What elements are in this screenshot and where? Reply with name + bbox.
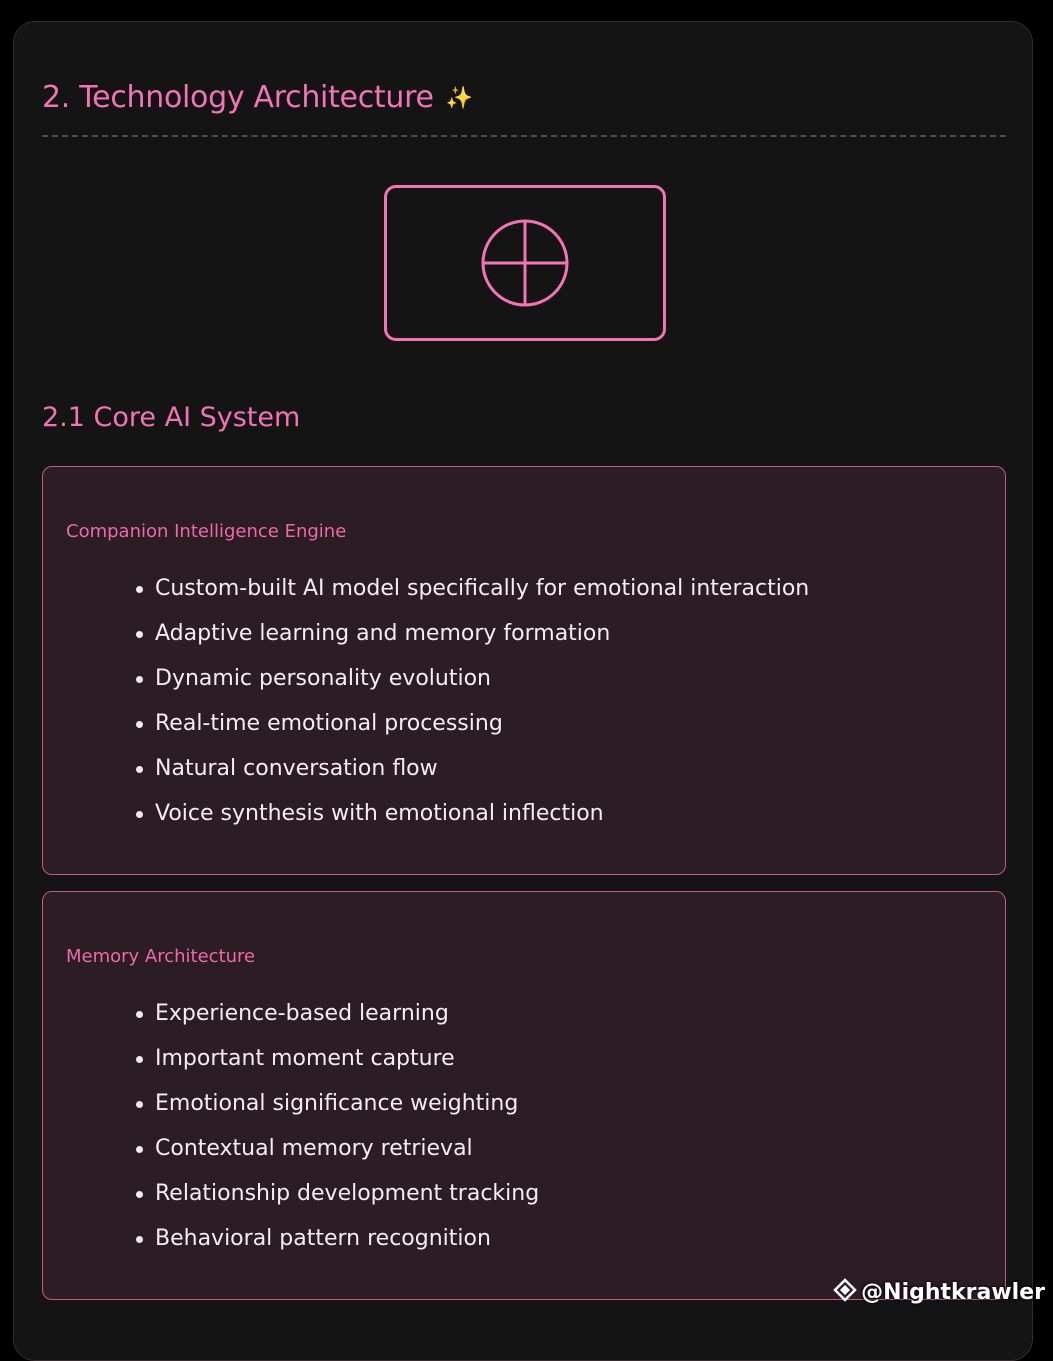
list-item: Experience-based learning <box>131 996 539 1041</box>
feature-list <box>131 571 809 841</box>
card-title: Companion Intelligence Engine <box>66 521 346 542</box>
feature-list <box>131 996 539 1266</box>
watermark <box>833 1278 1045 1308</box>
feature-card-companion-engine <box>42 466 1006 875</box>
card-title: Memory Architecture <box>66 946 255 967</box>
list-item: Behavioral pattern recognition <box>131 1221 539 1266</box>
crosshair-circle-icon <box>481 219 569 307</box>
list-item: Real-time emotional processing <box>131 706 809 751</box>
hero-image-frame <box>384 185 666 341</box>
section-title-text: 2. Technology Architecture <box>42 80 434 115</box>
subsection-title: 2.1 Core AI System <box>42 402 300 433</box>
list-item: Adaptive learning and memory formation <box>131 616 809 661</box>
page-card <box>13 21 1033 1361</box>
list-item: Natural conversation flow <box>131 751 809 796</box>
list-item: Voice synthesis with emotional inflection <box>131 796 809 841</box>
list-item: Important moment capture <box>131 1041 539 1086</box>
list-item: Relationship development tracking <box>131 1176 539 1221</box>
diamond-logo-icon <box>833 1278 857 1308</box>
list-item: Dynamic personality evolution <box>131 661 809 706</box>
list-item: Contextual memory retrieval <box>131 1131 539 1176</box>
title-divider <box>42 135 1006 137</box>
section-title <box>42 80 473 115</box>
list-item: Emotional significance weighting <box>131 1086 539 1131</box>
watermark-text: @Nightkrawler <box>861 1280 1045 1305</box>
feature-card-memory-architecture <box>42 891 1006 1300</box>
list-item: Custom-built AI model specifically for emotional interaction <box>131 571 809 616</box>
sparkles-icon: ✨ <box>446 86 473 111</box>
